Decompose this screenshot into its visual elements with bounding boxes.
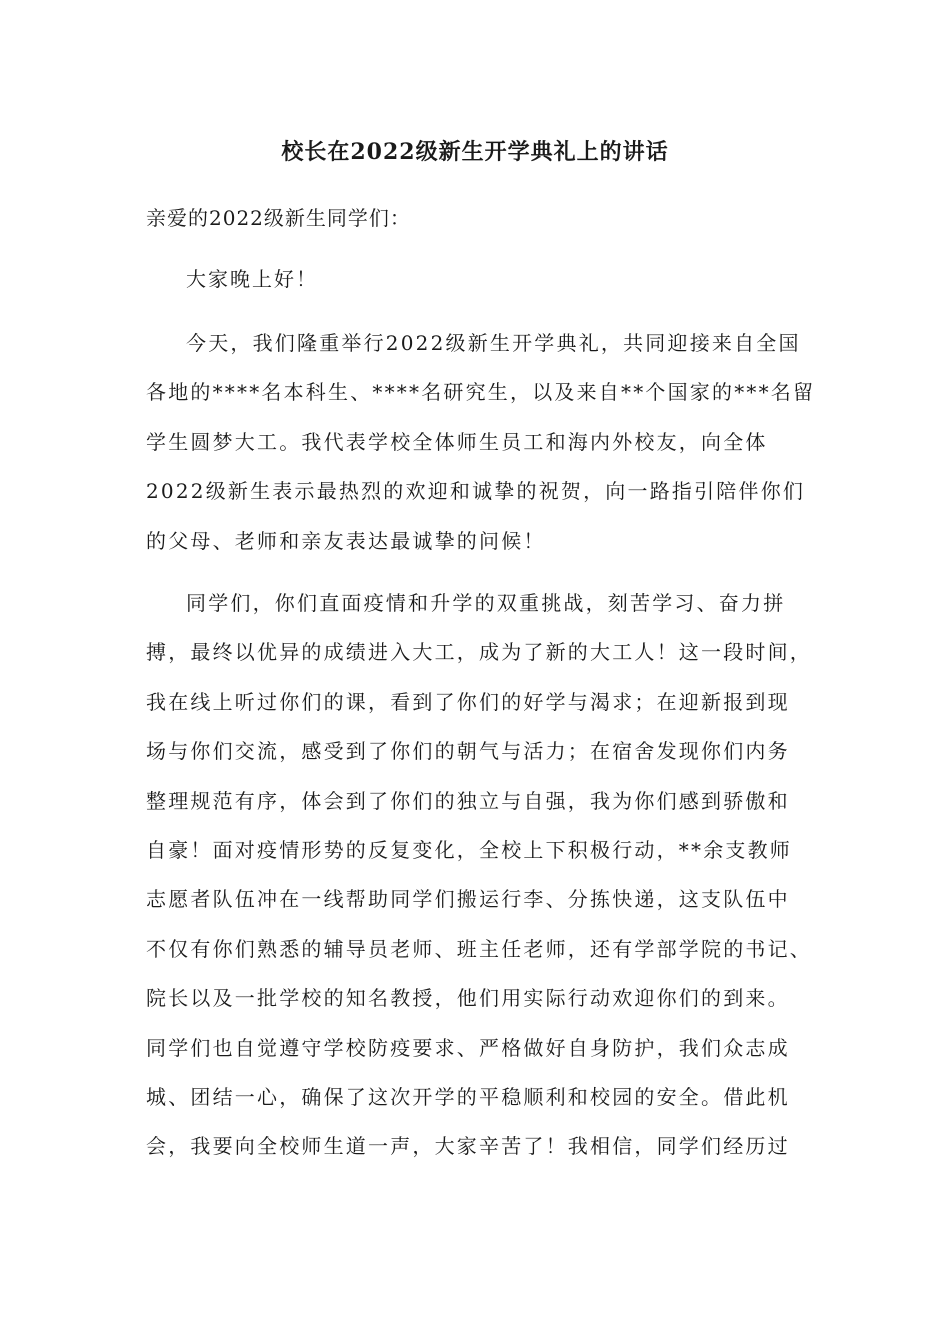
paragraph-line: 我在线上听过你们的课，看到了你们的好学与渴求；在迎新报到现 xyxy=(146,689,790,714)
greeting: 大家晚上好！ xyxy=(186,267,318,291)
paragraph-line: 会，我要向全校师生道一声，大家辛苦了！我相信，同学们经历过 xyxy=(146,1134,790,1159)
paragraph-line: 今天，我们隆重举行2022级新生开学典礼，共同迎接来自全国 xyxy=(186,331,801,355)
paragraph-line: 同学们，你们直面疫情和升学的双重挑战，刻苦学习、奋力拼 xyxy=(186,591,786,615)
paragraph-line: 搏，最终以优异的成绩进入大工，成为了新的大工人！这一段时间， xyxy=(146,640,812,665)
paragraph-line: 场与你们交流，感受到了你们的朝气与活力；在宿舍发现你们内务 xyxy=(146,739,790,764)
document-title: 校长在2022级新生开学典礼上的讲话 xyxy=(281,139,669,165)
paragraph-line: 各地的****名本科生、****名研究生，以及来自**个国家的***名留 xyxy=(146,380,816,405)
paragraph-line: 整理规范有序，体会到了你们的独立与自强，我为你们感到骄傲和 xyxy=(146,788,790,813)
salutation: 亲爱的2022级新生同学们： xyxy=(146,206,411,230)
paragraph-line: 城、团结一心，确保了这次开学的平稳顺利和校园的安全。借此机 xyxy=(146,1085,790,1110)
paragraph-line: 院长以及一批学校的知名教授，他们用实际行动欢迎你们的到来。 xyxy=(146,986,790,1011)
paragraph-line: 的父母、老师和亲友表达最诚挚的问候！ xyxy=(146,528,546,553)
paragraph-line: 自豪！面对疫情形势的反复变化，全校上下积极行动，**余支教师 xyxy=(146,838,792,863)
paragraph-line: 志愿者队伍冲在一线帮助同学们搬运行李、分拣快递，这支队伍中 xyxy=(146,887,790,912)
paragraph-line: 学生圆梦大工。我代表学校全体师生员工和海内外校友，向全体 xyxy=(146,429,768,454)
paragraph-line: 不仅有你们熟悉的辅导员老师、班主任老师，还有学部学院的书记、 xyxy=(146,936,812,961)
paragraph-line: 同学们也自觉遵守学校防疫要求、严格做好自身防护，我们众志成 xyxy=(146,1035,790,1060)
paragraph-2 xyxy=(146,579,814,1172)
paragraph-1 xyxy=(146,319,814,566)
paragraph-line: 2022级新生表示最热烈的欢迎和诚挚的祝贺，向一路指引陪伴你们 xyxy=(146,479,806,504)
